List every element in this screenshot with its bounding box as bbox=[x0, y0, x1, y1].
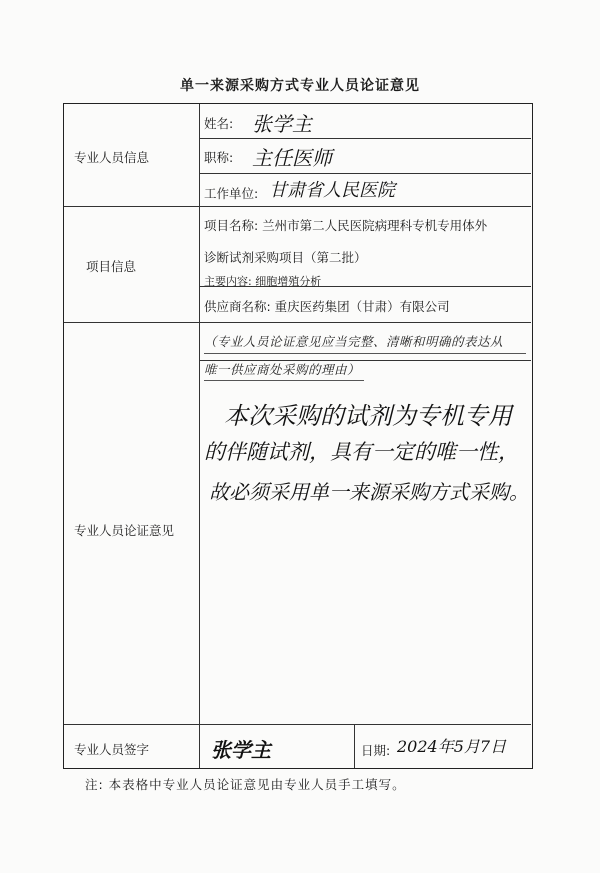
hint-underline bbox=[204, 353, 526, 354]
column-divider bbox=[354, 724, 355, 768]
opinion-hint-line2: 唯一供应商处采购的理由） bbox=[204, 362, 361, 377]
opinion-label: 专业人员论证意见 bbox=[74, 523, 175, 538]
date-value: 2024年5月7日 bbox=[397, 737, 507, 756]
main-content: 主要内容: 细胞增殖分析 bbox=[204, 275, 322, 288]
opinion-line1: 本次采购的试剂为专机专用 bbox=[224, 402, 512, 430]
opinion-hint-line1: （专业人员论证意见应当完整、清晰和明确的表达从 bbox=[204, 334, 504, 349]
workplace-label: 工作单位: bbox=[204, 186, 259, 201]
opinion-line3: 故必须采用单一来源采购方式采购。 bbox=[209, 480, 529, 504]
supplier-name: 供应商名称: 重庆医药集团（甘肃）有限公司 bbox=[204, 299, 450, 314]
date-label: 日期: bbox=[361, 743, 391, 758]
name-label: 姓名: bbox=[204, 116, 234, 131]
footnote: 注: 本表格中专业人员论证意见由专业人员手工填写。 bbox=[85, 777, 406, 792]
job-title-label: 职称: bbox=[204, 150, 234, 165]
row-divider bbox=[64, 322, 531, 323]
opinion-line2: 的伴随试剂，具有一定的唯一性， bbox=[204, 440, 519, 464]
expert-info-label: 专业人员信息 bbox=[74, 150, 150, 165]
signature-label: 专业人员签字 bbox=[74, 742, 150, 757]
expert-signature: 张学主 bbox=[211, 738, 271, 762]
project-info-label: 项目信息 bbox=[86, 259, 137, 274]
sub-divider bbox=[199, 173, 531, 174]
row-divider bbox=[64, 724, 531, 725]
name-value: 张学主 bbox=[252, 112, 312, 136]
row-divider bbox=[64, 206, 531, 207]
workplace-value: 甘肃省人民医院 bbox=[269, 180, 395, 201]
job-title-value: 主任医师 bbox=[252, 146, 332, 170]
project-name-line2: 诊断试剂采购项目（第二批） bbox=[204, 250, 367, 265]
hint-underline bbox=[204, 380, 364, 381]
project-name-line1: 项目名称: 兰州市第二人民医院病理科专机专用体外 bbox=[204, 218, 488, 233]
form-title: 单一来源采购方式专业人员论证意见 bbox=[180, 78, 420, 94]
column-divider bbox=[199, 104, 200, 768]
sub-divider bbox=[199, 138, 531, 139]
form-table bbox=[63, 103, 533, 769]
